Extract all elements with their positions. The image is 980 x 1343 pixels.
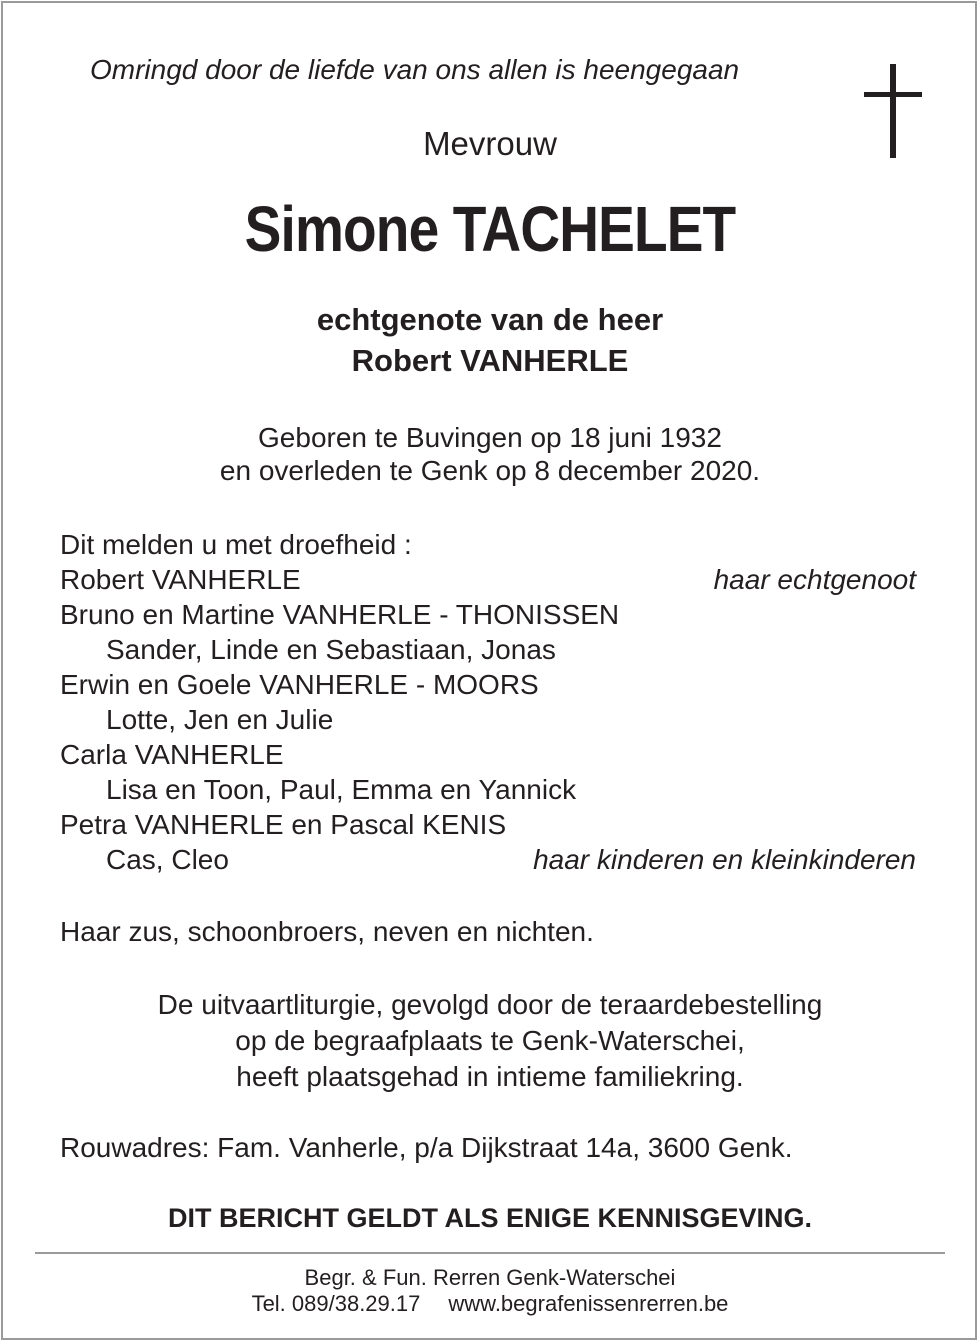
list-item: Sander, Linde en Sebastiaan, Jonas	[106, 634, 556, 665]
list-item-role: haar echtgenoot	[713, 564, 916, 595]
list-item: Cas, Cleo	[106, 844, 229, 875]
list-item-role: haar kinderen en kleinkinderen	[533, 844, 916, 875]
phone-number: Tel. 089/38.29.17	[251, 1291, 421, 1316]
birth-info: Geboren te Buvingen op 18 juni 1932	[258, 422, 722, 453]
website-link[interactable]: www.begrafenissenrerren.be	[448, 1291, 729, 1316]
list-item: Robert VANHERLE	[60, 564, 301, 595]
footer-divider	[35, 1252, 945, 1254]
spouse-name: Robert VANHERLE	[351, 343, 629, 378]
funeral-line-2: op de begraafplaats te Genk-Waterschei,	[235, 1025, 745, 1056]
funeral-line-3: heeft plaatsgehad in intieme familiekring.	[236, 1061, 744, 1092]
list-item: Carla VANHERLE	[60, 739, 284, 770]
contact-line	[0, 1291, 980, 1317]
death-info: en overleden te Genk op 8 december 2020.	[219, 455, 761, 486]
list-item: Lisa en Toon, Paul, Emma en Yannick	[106, 774, 577, 805]
announcement-heading: Dit melden u met droefheid :	[60, 529, 412, 560]
funeral-line-1: De uitvaartliturgie, gevolgd door de teraardebestelling	[157, 989, 823, 1020]
funeral-company: Begr. & Fun. Rerren Genk-Waterschei	[304, 1265, 676, 1290]
list-item: Lotte, Jen en Julie	[106, 704, 334, 735]
list-item: Bruno en Martine VANHERLE - THONISSEN	[60, 599, 620, 630]
list-item: Petra VANHERLE en Pascal KENIS	[60, 809, 507, 840]
notice-statement: DIT BERICHT GELDT ALS ENIGE KENNISGEVING.	[167, 1203, 813, 1233]
other-relatives: Haar zus, schoonbroers, neven en nichten.	[60, 916, 594, 947]
deceased-name: Simone TACHELET	[244, 193, 736, 265]
mourning-address: Rouwadres: Fam. Vanherle, p/a Dijkstraat 14a, 3600 Genk.	[60, 1132, 793, 1163]
spouse-relation: echtgenote van de heer	[316, 302, 664, 337]
list-item: Erwin en Goele VANHERLE - MOORS	[60, 669, 539, 700]
intro-text: Omringd door de liefde van ons allen is heengegaan	[90, 54, 740, 85]
salutation: Mevrouw	[423, 125, 557, 162]
